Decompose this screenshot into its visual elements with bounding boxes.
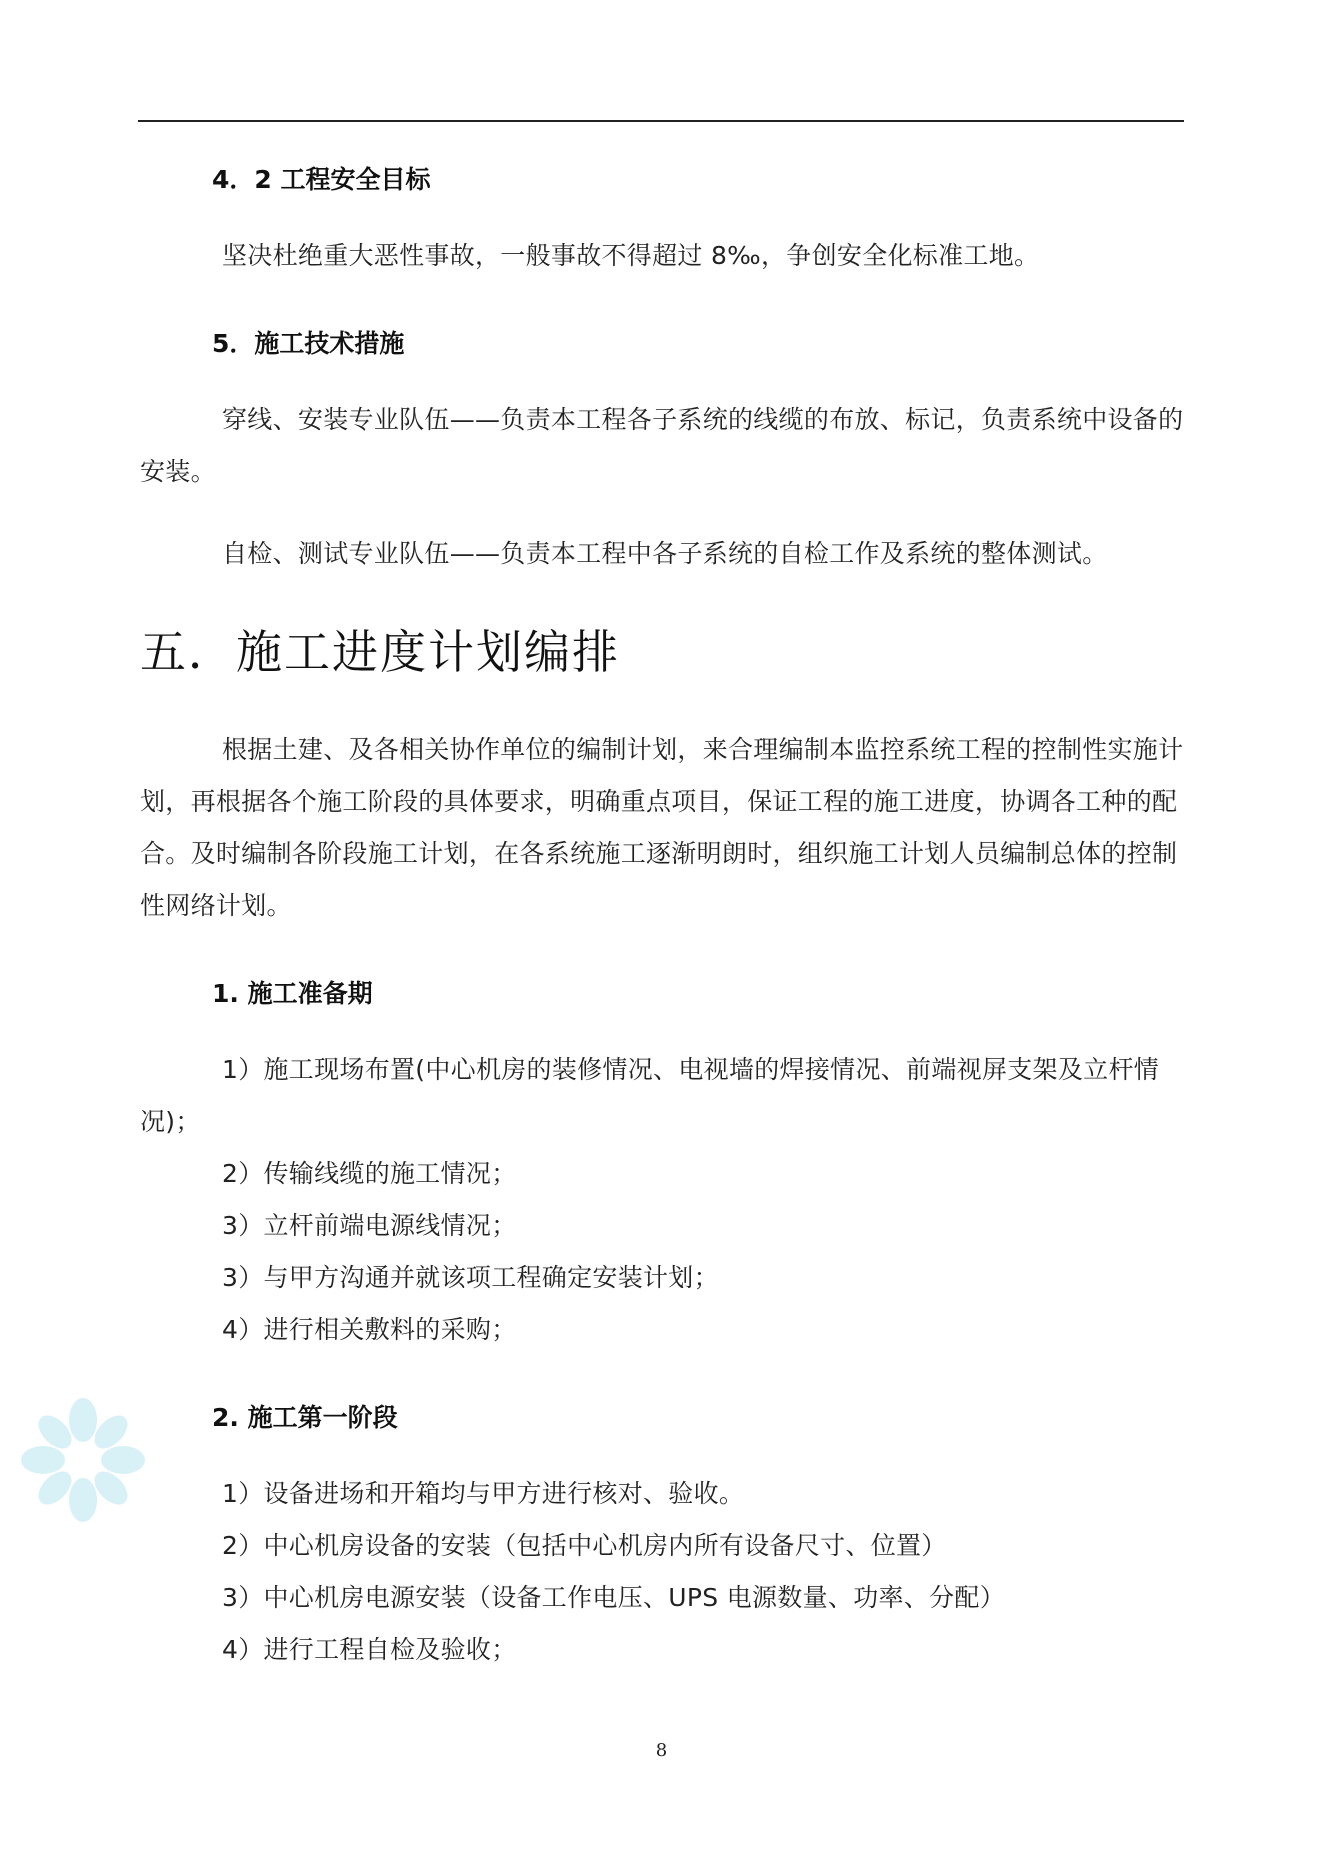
section-5-heading: 5．施工技术措施 <box>212 329 405 358</box>
section-4-2-body: 坚决杜绝重大恶性事故，一般事故不得超过 8‰，争创安全化标准工地。 <box>222 241 1040 270</box>
list-item: 1）设备进场和开箱均与甲方进行核对、验收。 <box>222 1479 745 1508</box>
list-item: 4）进行工程自检及验收； <box>222 1635 517 1664</box>
list-item: 1）施工现场布置(中心机房的装修情况、电视墙的焊接情况、前端视屏支架及立杆情况)； <box>140 1055 1160 1136</box>
chapter-5-heading: 五．施工进度计划编排 <box>140 625 620 679</box>
section-5-paragraph: 自检、测试专业队伍——负责本工程中各子系统的自检工作及系统的整体测试。 <box>222 539 1108 568</box>
list-item: 2）中心机房设备的安装（包括中心机房内所有设备尺寸、位置） <box>222 1531 947 1560</box>
document-body <box>140 160 1184 1676</box>
list-item: 3）与甲方沟通并就该项工程确定安装计划； <box>222 1263 719 1292</box>
page-number: 8 <box>655 1740 668 1761</box>
list-item: 3）立杆前端电源线情况； <box>222 1211 517 1240</box>
list-item: 4）进行相关敷料的采购； <box>222 1315 517 1344</box>
chapter-5-intro: 根据土建、及各相关协作单位的编制计划，来合理编制本监控系统工程的控制性实施计划，再根据各个施工阶段的具体要求，明确重点项目，保证工程的施工进度，协调各工种的配合。及时编制各阶段施工计划，在各系统施工逐渐明朗时，组织施工计划人员编制总体的控制性网络计划。 <box>140 735 1184 920</box>
phase-2-heading: 2. 施工第一阶段 <box>212 1403 398 1432</box>
phase-1-heading: 1. 施工准备期 <box>212 979 373 1008</box>
header-rule <box>138 120 1184 122</box>
list-item: 3）中心机房电源安装（设备工作电压、UPS 电源数量、功率、分配） <box>222 1583 1005 1612</box>
list-item: 2）传输线缆的施工情况； <box>222 1159 517 1188</box>
section-5-paragraph: 穿线、安装专业队伍——负责本工程各子系统的线缆的布放、标记，负责系统中设备的安装。 <box>140 405 1184 486</box>
section-4-2-heading: 4．2 工程安全目标 <box>212 165 431 194</box>
flower-watermark-icon <box>18 1395 148 1525</box>
